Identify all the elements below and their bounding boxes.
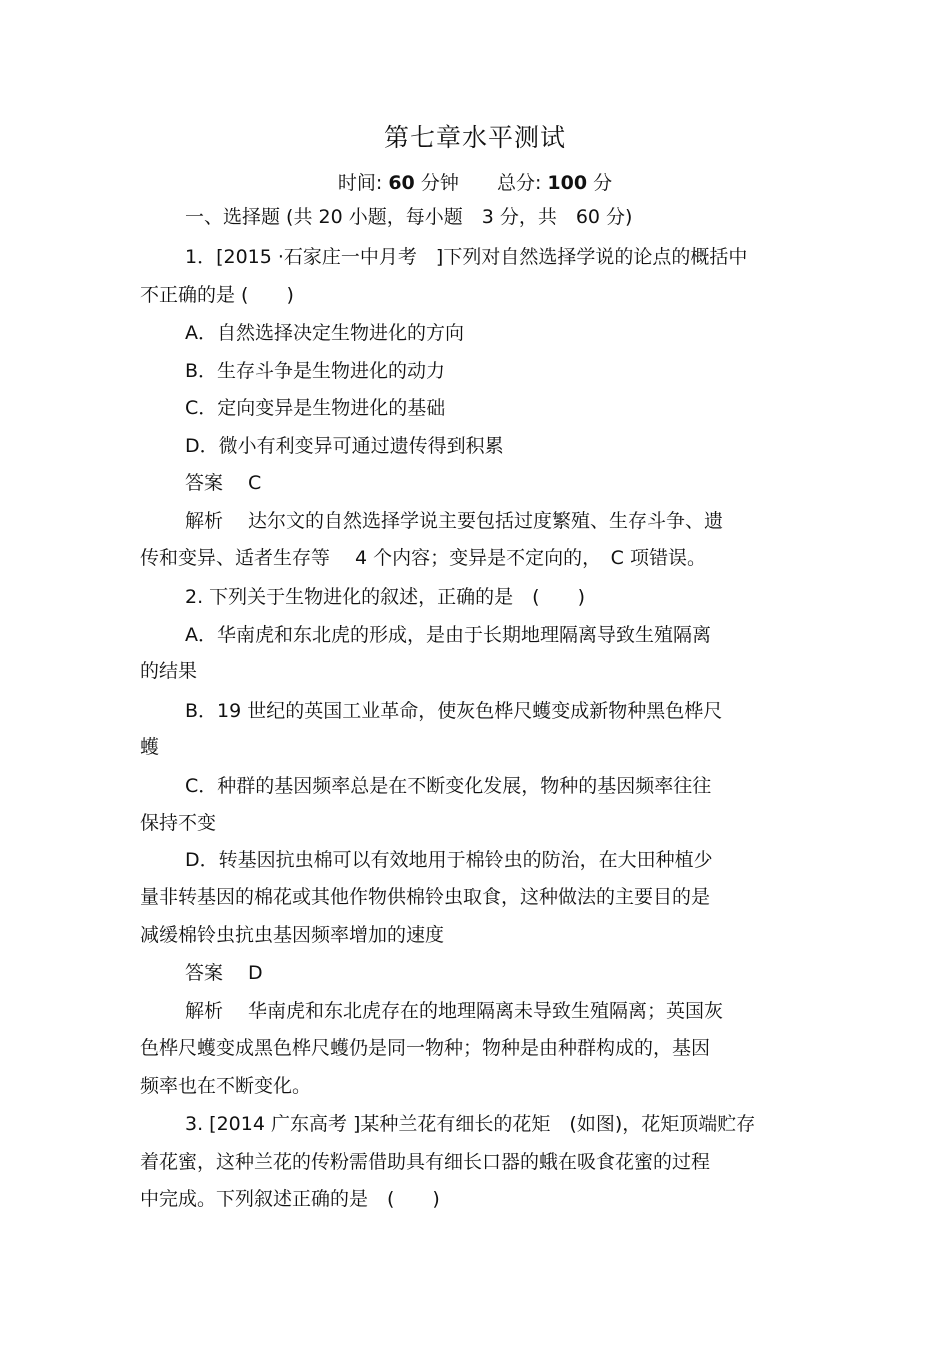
q1-answer: 答案 C [185, 472, 262, 494]
q2-option-a-line1: A．华南虎和东北虎的形成，是由于长期地理隔离导致生殖隔离 [185, 624, 711, 646]
q2-option-c-line2: 保持不变 [140, 812, 217, 834]
q1-analysis-line1: 解析 达尔文的自然选择学说主要包括过度繁殖、生存斗争、遗 [185, 510, 724, 532]
q2-stem: 2. 下列关于生物进化的叙述，正确的是 ( ) [185, 586, 585, 608]
q2-analysis-line3: 频率也在不断变化。 [140, 1075, 312, 1097]
q2-answer: 答案 D [185, 962, 263, 984]
q2-option-a-line2: 的结果 [140, 660, 198, 682]
time-unit: 分钟 [420, 172, 459, 194]
q3-stem-line3: 中完成。下列叙述正确的是 ( ) [140, 1188, 440, 1210]
q1-analysis-line2: 传和变异、适者生存等 4 个内容；变异是不定向的， C 项错误。 [140, 547, 706, 569]
q2-option-b-line1: B．19 世纪的英国工业革命，使灰色桦尺蠖变成新物种黑色桦尺 [185, 700, 723, 722]
q2-option-c-line1: C．种群的基因频率总是在不断变化发展，物种的基因频率往往 [185, 775, 712, 797]
q1-stem-line2: 不正确的是 ( ) [140, 284, 294, 306]
q1-stem-line1: 1．[2015 ·石家庄一中月考 ]下列对自然选择学说的论点的概括中 [185, 246, 748, 268]
total-value: 100 [547, 172, 588, 194]
total-unit: 分 [593, 172, 613, 194]
q2-option-b-line2: 蠖 [140, 736, 160, 758]
q2-analysis-line1: 解析 华南虎和东北虎存在的地理隔离未导致生殖隔离；英国灰 [185, 1000, 724, 1022]
time-label: 时间: [337, 172, 383, 194]
time-value: 60 [388, 172, 415, 194]
q1-option-d: D．微小有利变异可通过遗传得到积累 [185, 435, 504, 457]
q2-option-d-line2: 量非转基因的棉花或其他作物供棉铃虫取食，这种做法的主要目的是 [140, 886, 711, 908]
page-title: 第七章水平测试 [383, 123, 566, 152]
total-label: 总分: [496, 172, 542, 194]
q2-option-d-line1: D．转基因抗虫棉可以有效地用于棉铃虫的防治，在大田种植少 [185, 849, 713, 871]
section-heading: 一、选择题 (共 20 小题，每小题 3 分，共 60 分) [185, 206, 633, 228]
q1-option-a: A．自然选择决定生物进化的方向 [185, 322, 464, 344]
q3-stem-line2: 着花蜜，这种兰花的传粉需借助具有细长口器的蛾在吸食花蜜的过程 [140, 1151, 711, 1173]
q1-option-c: C．定向变异是生物进化的基础 [185, 397, 446, 419]
q2-option-d-line3: 减缓棉铃虫抗虫基因频率增加的速度 [140, 924, 445, 946]
exam-meta [0, 168, 950, 195]
q3-stem-line1: 3. [2014 广东高考 ]某种兰花有细长的花矩 (如图)，花矩顶端贮存 [185, 1113, 756, 1135]
q2-analysis-line2: 色桦尺蠖变成黑色桦尺蠖仍是同一物种；物种是由种群构成的，基因 [140, 1037, 711, 1059]
q1-option-b: B．生存斗争是生物进化的动力 [185, 360, 446, 382]
